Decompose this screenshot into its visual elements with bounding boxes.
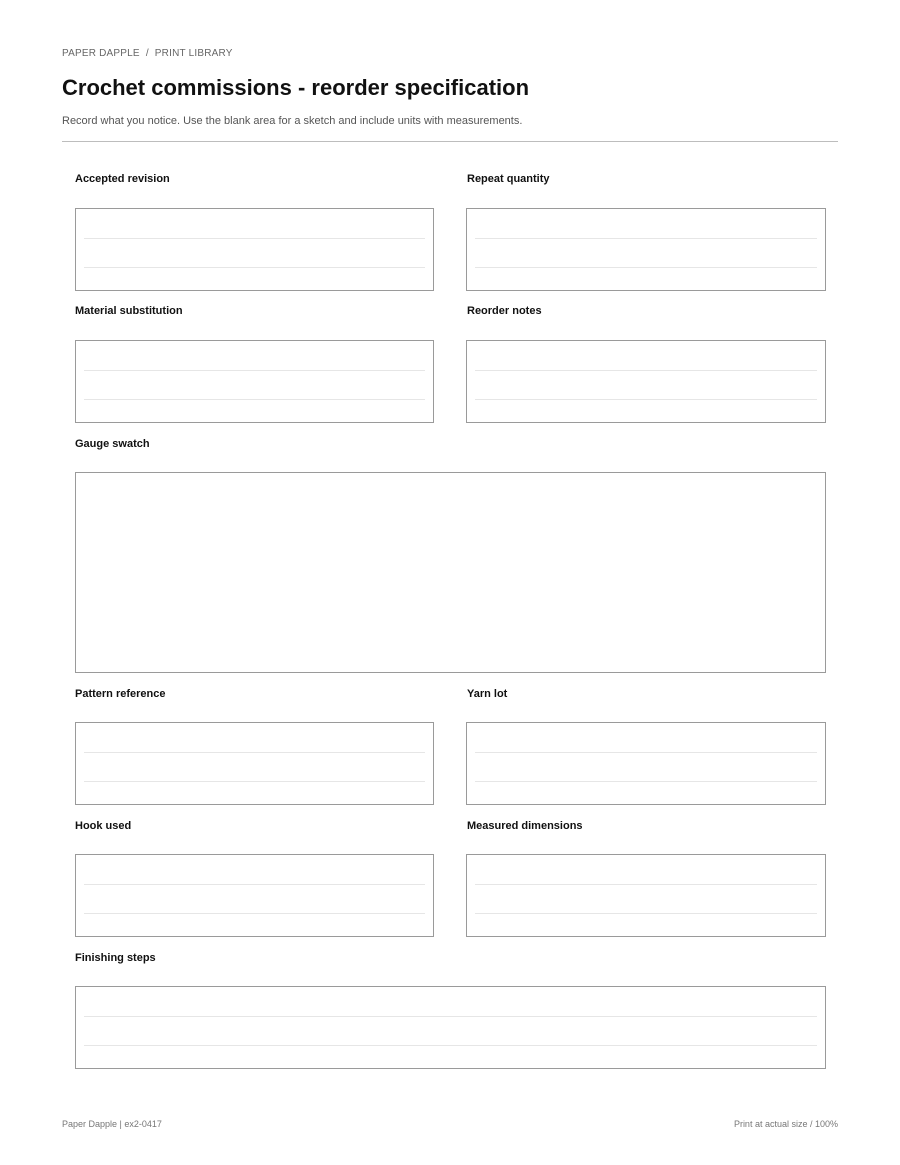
repeat-quantity-field[interactable]: [466, 208, 826, 291]
hook-used-field[interactable]: [75, 854, 434, 937]
writing-line: [84, 752, 425, 753]
writing-line: [475, 399, 817, 400]
measured-dimensions-field[interactable]: [466, 854, 826, 937]
writing-line: [475, 913, 817, 914]
breadcrumb-brand: PAPER DAPPLE: [62, 48, 140, 59]
page-instructions: Record what you notice. Use the blank area for a sketch and include units with measurements.: [62, 115, 523, 127]
yarn-lot-label: Yarn lot: [467, 688, 508, 700]
writing-line: [475, 238, 817, 239]
footer-document-id: Paper Dapple | ex2-0417: [62, 1119, 162, 1129]
writing-line: [475, 752, 817, 753]
breadcrumb-separator: /: [145, 48, 149, 59]
pattern-reference-label: Pattern reference: [75, 688, 166, 700]
hook-used-label: Hook used: [75, 820, 132, 832]
finishing-steps-field[interactable]: [75, 986, 826, 1069]
writing-line: [84, 884, 425, 885]
writing-line: [84, 370, 425, 371]
writing-line: [475, 884, 817, 885]
accepted-revision-label: Accepted revision: [75, 173, 170, 185]
writing-line: [84, 238, 425, 239]
footer-print-note: Print at actual size / 100%: [733, 1119, 838, 1129]
breadcrumb-section: PRINT LIBRARY: [154, 48, 233, 59]
page-title: Crochet commissions - reorder specification: [62, 75, 530, 100]
writing-line: [84, 1016, 817, 1017]
gauge-swatch-label: Gauge swatch: [75, 438, 150, 450]
writing-line: [475, 370, 817, 371]
yarn-lot-field[interactable]: [466, 722, 826, 805]
measured-dimensions-label: Measured dimensions: [467, 820, 583, 832]
writing-line: [475, 267, 817, 268]
accepted-revision-field[interactable]: [75, 208, 434, 291]
writing-line: [84, 781, 425, 782]
gauge-swatch-sketch-area[interactable]: [75, 472, 826, 673]
breadcrumb: [62, 48, 233, 59]
repeat-quantity-label: Repeat quantity: [467, 173, 550, 185]
material-substitution-field[interactable]: [75, 340, 434, 423]
writing-line: [84, 1045, 817, 1046]
pattern-reference-field[interactable]: [75, 722, 434, 805]
writing-line: [84, 913, 425, 914]
finishing-steps-label: Finishing steps: [75, 952, 156, 964]
writing-line: [84, 399, 425, 400]
reorder-notes-field[interactable]: [466, 340, 826, 423]
material-substitution-label: Material substitution: [75, 305, 183, 317]
writing-line: [475, 781, 817, 782]
header-divider: [62, 141, 838, 142]
worksheet-page: [62, 0, 838, 1165]
writing-line: [84, 267, 425, 268]
reorder-notes-label: Reorder notes: [467, 305, 542, 317]
